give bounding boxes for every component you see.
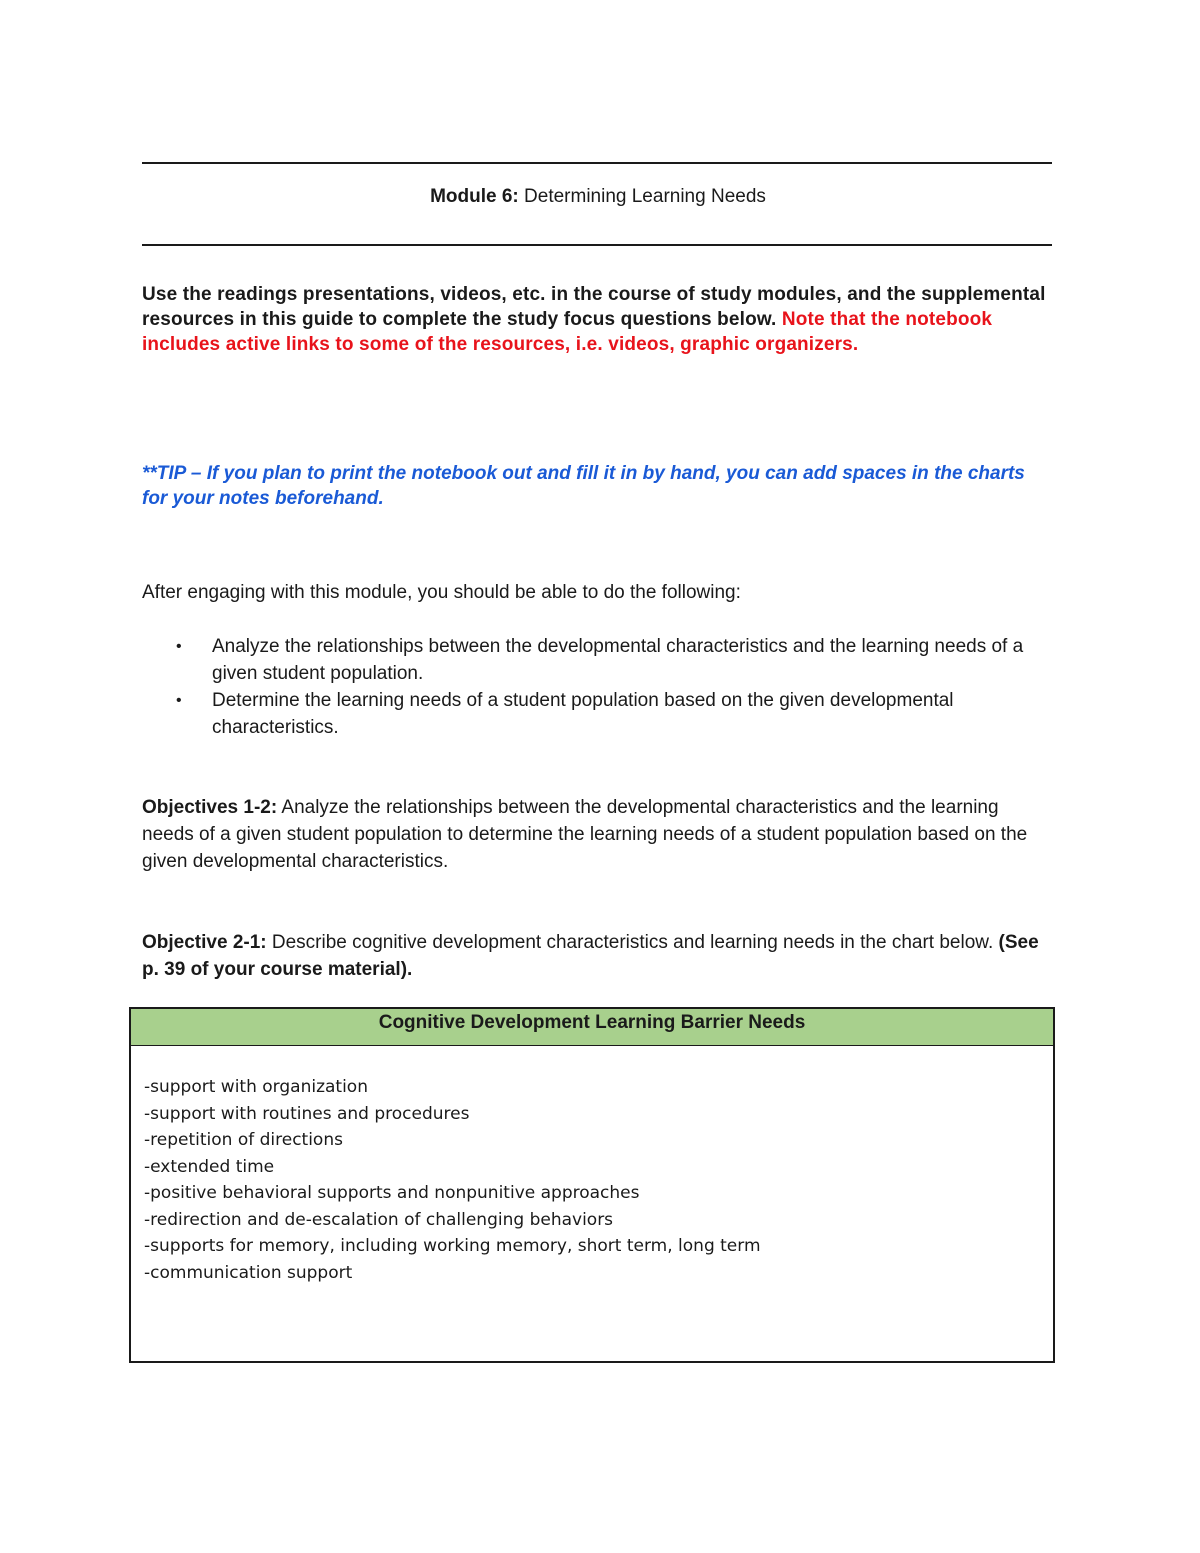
module-heading [142,185,1054,209]
intro-paragraph [142,282,1054,357]
intro-instructions: Use the readings presentations, videos, etc. in the course of study modules, and the supplemental resources in this guide to complete the study focus questions below. [142,284,1046,330]
objective-1-2-text: Analyze the relationships between the developmental characteristics and the learning needs of a given student population to determine the learning needs of a student population based on the given developmental characteristics. [142,797,1028,872]
table-row: -extended time [144,1156,275,1177]
table-row: -support with organization [144,1077,368,1097]
module-title: Determining Learning Needs [524,186,766,207]
bullet-icon: • [176,692,182,709]
objective-2-1-text: Describe cognitive development characteristics and learning needs in the chart below. [271,932,994,953]
bottom-divider [142,244,1052,246]
list-item-text: Determine the learning needs of a student population based on the given developmental characteristics. [212,690,954,738]
outcomes-list [142,633,1054,741]
objective-2-1-reference: (See p. 39 of your course material). [142,932,1039,980]
list-item [142,687,1054,741]
learning-needs-table [129,1007,1055,1363]
top-divider [142,162,1052,164]
table-row: -positive behavioral supports and nonpunitive approaches [144,1183,640,1203]
table-row: -supports for memory, including working memory, short term, long term [144,1236,761,1256]
bullet-icon: • [176,638,182,655]
objective-1-2 [142,794,1054,875]
table-row: -redirection and de-escalation of challenging behaviors [144,1209,614,1230]
table-row: -communication support [144,1262,353,1283]
tip-paragraph: **TIP – If you plan to print the notebook out and fill it in by hand, you can add spaces in the charts for your notes beforehand. [142,463,1025,509]
intro-note: Note that the notebook includes active links to some of the resources, i.e. videos, graphic organizers. [142,309,993,355]
outcomes-intro: After engaging with this module, you should be able to do the following: [142,582,741,603]
table-header: Cognitive Development Learning Barrier Needs [131,1009,1053,1046]
table-body [131,1046,1053,1286]
objective-2-1 [142,929,1054,983]
list-item-text: Analyze the relationships between the developmental characteristics and the learning needs of a given student population. [212,636,1024,684]
table-row: -support with routines and procedures [144,1103,470,1124]
list-item [142,633,1054,687]
module-label: Module 6: [430,186,519,207]
objective-2-1-label: Objective 2-1: [142,932,267,953]
objective-1-2-label: Objectives 1-2: [142,797,278,818]
table-row: -repetition of directions [144,1130,343,1150]
